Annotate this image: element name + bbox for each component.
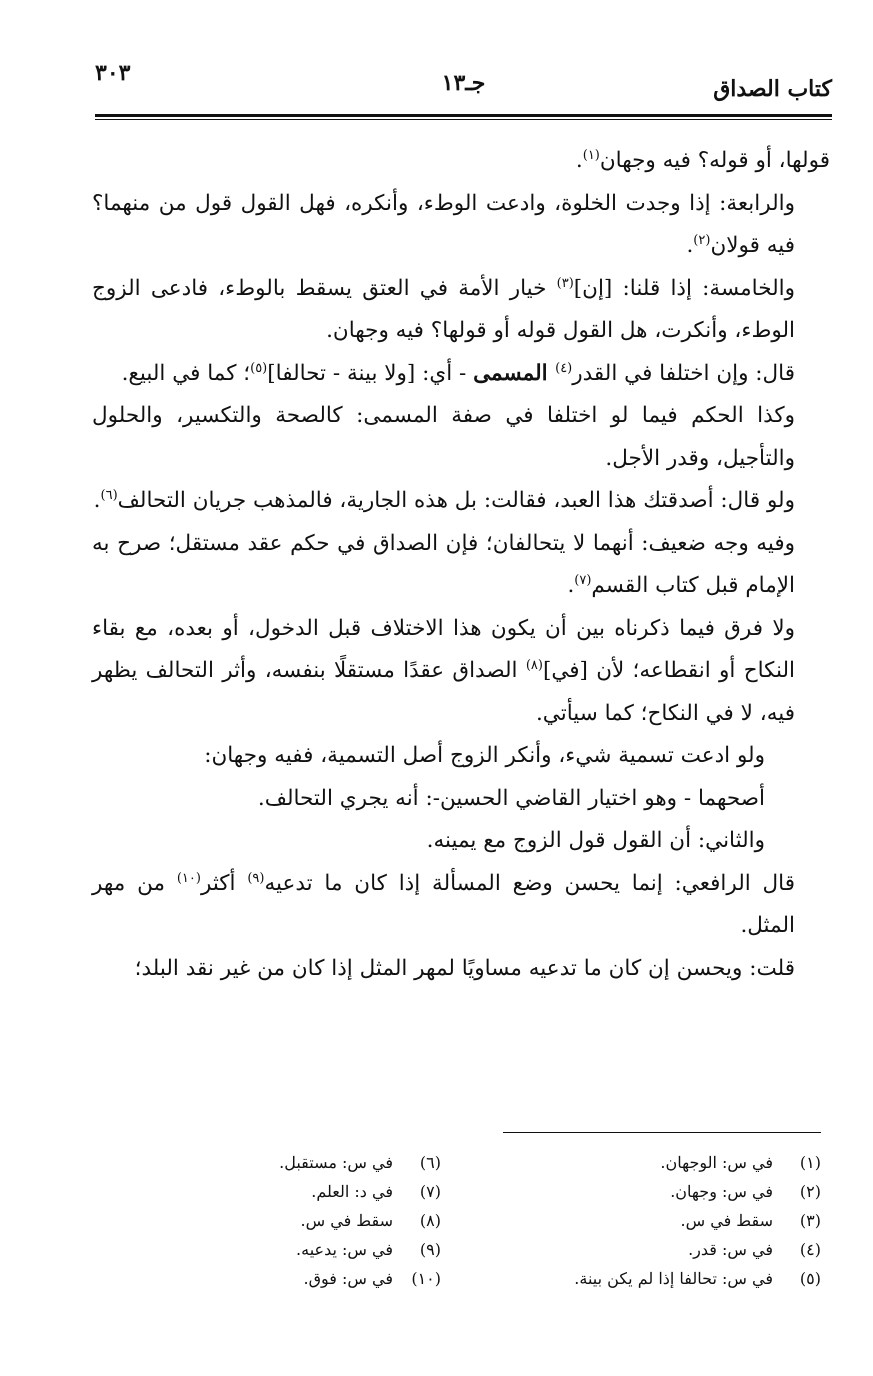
main-text [92, 140, 830, 990]
volume-label: جـ١٣ [441, 70, 486, 96]
paragraph: قولها، أو قوله؟ فيه وجهان$^{(١)}$. [575, 147, 830, 173]
paragraph: والثاني: أن القول قول الزوج مع يمينه. [426, 828, 765, 853]
paragraph: أصحهما - وهو اختيار القاضي الحسين-: أنه يجري التحالف. [257, 785, 765, 811]
paragraph: ولو ادعت تسمية شيء، وأنكر الزوج أصل التسمية، ففيه وجهان: [204, 743, 765, 768]
header-rule-thin [95, 119, 832, 120]
footnote-ref: (٢) [693, 232, 711, 248]
footnote: (٥)في س: تحالفا إذا لم يكن بينة. [574, 1269, 821, 1288]
page-number: ٣٠٣ [95, 60, 131, 86]
bold-term: المسمى [473, 360, 556, 386]
footnote-separator [503, 1132, 821, 1133]
footnote-ref: (١) [582, 147, 600, 163]
footnotes-column-right [461, 1148, 821, 1293]
footnote: (٤)في س: قدر. [688, 1240, 821, 1259]
footnote-ref: (٩) [247, 870, 265, 886]
paragraph: قال: وإن اختلفا في القدر$^{(٤)}$ المسمى - أي: [ولا بينة - تحالفا]$^{(٥)}$؛ كما في البيع. [121, 360, 795, 386]
paragraph: قال الرافعي: إنما يحسن وضع المسألة إذا كان ما تدعيه$^{(٩)}$ أكثر$^{(١٠)}$ من مهر المثل. [92, 870, 795, 938]
footnote-ref: (٧) [574, 572, 592, 588]
paragraph: ولا فرق فيما ذكرناه بين أن يكون هذا الاختلاف قبل الدخول، أو بعده، مع بقاء النكاح أو انقطاعه؛ لأن [في]$^{(٨)}$ الصداق عقدًا مستقلًا بنفسه، وأثر التحالف يظهر فيه، لا في النكاح؛ كما سيأتي. [92, 615, 796, 726]
paragraph: وكذا الحكم فيما لو اختلفا في صفة المسمى: كالصحة والتكسير، والحلول والتأجيل، وقدر الأجل. [92, 403, 795, 471]
footnote: (١)في س: الوجهان. [660, 1153, 821, 1172]
paragraph: والرابعة: إذا وجدت الخلوة، وادعت الوطء، وأنكره، فهل القول قول من منهما؟ فيه قولان$^{(٢)}$. [92, 190, 795, 258]
footnote: (٣)سقط في س. [680, 1211, 821, 1230]
footnote-ref: (١٠) [176, 870, 201, 886]
running-title: كتاب الصداق [713, 76, 832, 102]
footnote: (٨)سقط في س. [300, 1211, 441, 1230]
footnotes-column-left [101, 1148, 441, 1293]
footnote: (٢)في س: وجهان. [670, 1182, 821, 1201]
paragraph: والخامسة: إذا قلنا: [إن]$^{(٣)}$ خيار الأمة في العتق يسقط بالوطء، فادعى الزوج الوطء، وأنكرت، هل القول قوله أو قولها؟ فيه وجهان. [92, 275, 795, 343]
footnote: (٧)في د: العلم. [311, 1182, 441, 1201]
paragraph: وفيه وجه ضعيف: أنهما لا يتحالفان؛ فإن الصداق في حكم عقد مستقل؛ صرح به الإمام قبل كتاب القسم$^{(٧)}$. [92, 530, 795, 598]
page-header [95, 60, 832, 112]
footnote-ref: (٥) [250, 360, 268, 376]
paragraph: قلت: ويحسن إن كان ما تدعيه مساويًا لمهر المثل إذا كان من غير نقد البلد؛ [134, 955, 795, 981]
footnote-ref: (٣) [556, 275, 574, 291]
footnote: (٦)في س: مستقبل. [279, 1153, 441, 1172]
footnote-ref: (٦) [100, 487, 118, 503]
footnote-ref: (٨) [525, 657, 543, 673]
footnote-ref: (٤) [555, 360, 573, 376]
footnote: (١٠)في س: فوق. [303, 1269, 441, 1288]
paragraph: ولو قال: أصدقتك هذا العبد، فقالت: بل هذه الجارية، فالمذهب جريان التحالف$^{(٦)}$. [93, 487, 795, 513]
footnote: (٩)في س: يدعيه. [296, 1240, 441, 1259]
header-rule [95, 114, 832, 117]
